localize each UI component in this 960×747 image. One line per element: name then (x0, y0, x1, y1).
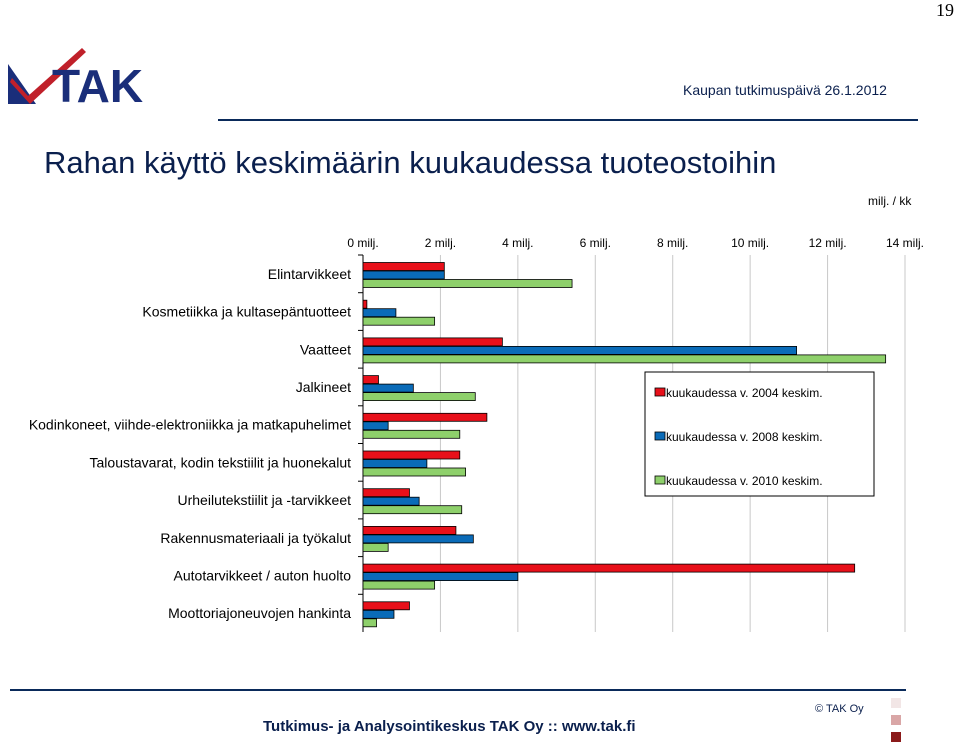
bar-1-4 (363, 376, 378, 384)
x-tick-label: 12 milj. (808, 236, 847, 250)
x-tick-label: 6 milj. (579, 236, 611, 250)
bar-1-3 (363, 338, 502, 346)
bar-3-8 (363, 543, 388, 551)
bar-3-4 (363, 393, 475, 401)
bar-3-9 (363, 581, 435, 589)
bar-1-6 (363, 451, 460, 459)
legend-label: kuukaudessa v. 2004 keskim. (666, 386, 823, 400)
category-label: Elintarvikkeet (267, 265, 351, 282)
x-tick-label: 14 milj. (885, 236, 925, 250)
footer-text: Tutkimus- ja Analysointikeskus TAK Oy :: www.tak.fi (263, 718, 636, 735)
category-label: Jalkineet (295, 378, 351, 395)
page-title: Rahan käyttö keskimäärin kuukaudessa tuoteostoihin (44, 145, 777, 180)
category-label: Urheilutekstiilit ja -tarvikkeet (177, 492, 351, 509)
bar-1-9 (363, 564, 855, 572)
legend-swatch (655, 476, 665, 484)
bar-2-3 (363, 346, 797, 354)
bar-3-10 (363, 619, 377, 627)
footer-divider (10, 689, 906, 691)
subtitle: Kaupan tutkimuspäivä 26.1.2012 (683, 82, 887, 98)
bar-2-1 (363, 271, 444, 279)
legend-swatch (655, 388, 665, 396)
footer-square-mid (891, 715, 901, 725)
footer-copyright: © TAK Oy (815, 703, 864, 715)
legend-swatch (655, 432, 665, 440)
bar-2-10 (363, 610, 394, 618)
bar-1-2 (363, 300, 367, 308)
bar-3-3 (363, 355, 886, 363)
category-label: Kosmetiikka ja kultasepäntuotteet (142, 303, 351, 320)
x-tick-label: 10 milj. (731, 236, 770, 250)
bar-3-7 (363, 506, 462, 514)
legend-label: kuukaudessa v. 2010 keskim. (666, 474, 823, 488)
bar-2-7 (363, 497, 419, 505)
x-tick-label: 0 milj. (347, 236, 379, 250)
bar-3-6 (363, 468, 466, 476)
category-label: Rakennusmateriaali ja työkalut (160, 529, 351, 546)
bar-2-8 (363, 535, 473, 543)
bar-3-1 (363, 280, 572, 288)
legend-label: kuukaudessa v. 2008 keskim. (666, 430, 823, 444)
bar-2-6 (363, 460, 427, 468)
footer-square-dark (891, 732, 901, 742)
bar-1-5 (363, 413, 487, 421)
bar-1-8 (363, 526, 456, 534)
category-label: Kodinkoneet, viihde-elektroniikka ja matkapuhelimet (28, 416, 351, 433)
category-label: Vaatteet (299, 341, 351, 358)
bar-2-4 (363, 384, 413, 392)
bar-2-2 (363, 309, 396, 317)
x-tick-label: 2 milj. (424, 236, 457, 250)
bar-2-9 (363, 573, 518, 581)
category-label: Moottoriajoneuvojen hankinta (168, 605, 351, 622)
page-number: 19 (936, 0, 954, 20)
bar-1-10 (363, 602, 409, 610)
x-tick-label: 8 milj. (657, 236, 689, 250)
bar-3-2 (363, 317, 435, 325)
category-label: Autotarvikkeet / auton huolto (173, 567, 351, 584)
bar-1-1 (363, 263, 444, 271)
bar-3-5 (363, 430, 460, 438)
footer-square-light (891, 698, 901, 708)
category-label: Taloustavarat, kodin tekstiilit ja huonekalut (89, 454, 351, 471)
logo-text: TAK (52, 60, 144, 108)
bar-1-7 (363, 489, 409, 497)
bar-2-5 (363, 422, 388, 430)
unit-label: milj. / kk (868, 194, 912, 208)
x-tick-label: 4 milj. (502, 236, 534, 250)
